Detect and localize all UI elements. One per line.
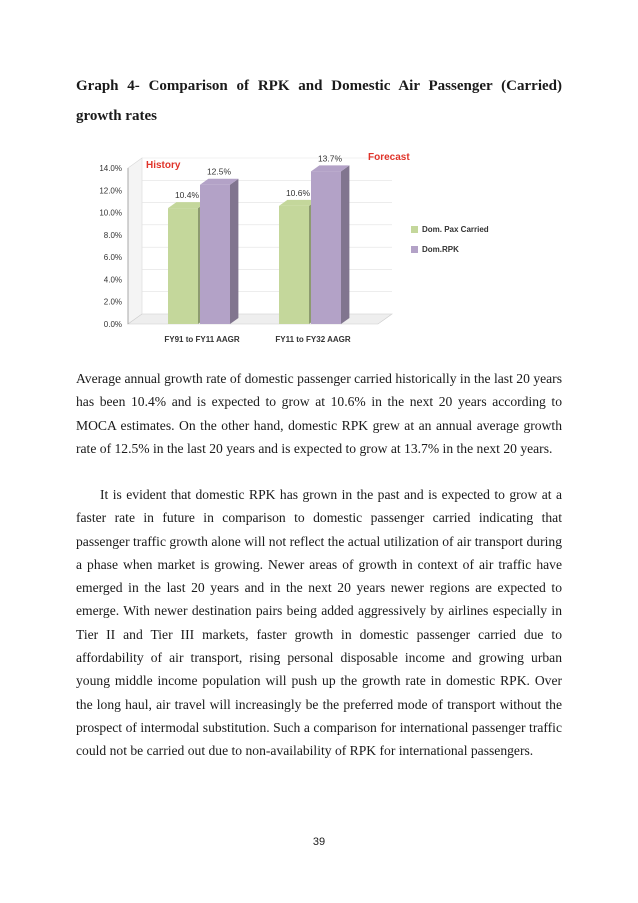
y-tick-label: 10.0% [99, 208, 122, 218]
graph-heading: Graph 4- Comparison of RPK and Domestic Air Passenger (Carried) growth rates [76, 78, 562, 124]
y-tick-label: 2.0% [103, 297, 122, 307]
chart-floor [128, 314, 392, 324]
legend-swatch [411, 246, 418, 253]
data-label: 10.4% [174, 190, 200, 201]
x-category-label: FY11 to FY32 AAGR [275, 335, 351, 344]
y-tick-label: 0.0% [103, 320, 122, 329]
history-annotation: History [146, 160, 181, 171]
paragraph-2: It is evident that domestic RPK has grown in the past and is expected to grow at a faster rate in future in comparison to domestic passenger carried indicating that passenger traffic growth alone will not reflect the actual utilization of air transport during a phase when market is growing. Newer areas of growth in context of air traffic have emerged in the last 20 years and in the next 20 years newer regions are expected to emerge. With newer destination pairs being added aggressively by airlines especially in Tier II and Tier III markets, faster growth in domestic passenger carried due to affordability of air transport, rising personal disposable income and growing urban young middle income population will push up the growth rate in domestic RPK. Over the long haul, air travel will increasingly be the preferred mode of transport without the prospect of intermodal substitution. Such a comparison for international passenger traffic could not be carried out due to non-availability of RPK for international passengers. [76, 487, 562, 759]
y-tick-label: 14.0% [99, 164, 122, 173]
y-tick-label: 12.0% [99, 186, 122, 196]
data-label: 10.6% [285, 187, 311, 198]
y-tick-label: 4.0% [103, 275, 122, 285]
bar [168, 208, 198, 324]
data-label: 13.7% [317, 153, 343, 164]
chart-side-wall [128, 158, 142, 324]
bar [311, 171, 341, 324]
legend-label: Dom.RPK [422, 245, 459, 254]
legend-swatch [411, 226, 418, 233]
bar [279, 206, 309, 324]
bar-side [341, 165, 349, 324]
forecast-annotation: Forecast [368, 152, 410, 163]
x-category-label: FY91 to FY11 AAGR [164, 335, 240, 344]
data-label: 12.5% [206, 166, 232, 177]
bar [200, 185, 230, 324]
paragraph-1: Average annual growth rate of domestic passenger carried historically in the last 20 years has been 10.4% and is expected to grow at 10.6% in the next 20 years according to MOCA estimates. On the other hand, domestic RPK grew at an annual average growth rate of 12.5% in the last 20 years and is expected to grow at 13.7% in the next 20 years. [76, 371, 562, 456]
bar-side [230, 179, 238, 324]
page-number: 39 [312, 836, 326, 848]
legend-label: Dom. Pax Carried [422, 225, 489, 234]
growth-rate-chart [76, 140, 546, 350]
y-tick-label: 8.0% [103, 230, 122, 240]
y-tick-label: 6.0% [103, 253, 122, 263]
